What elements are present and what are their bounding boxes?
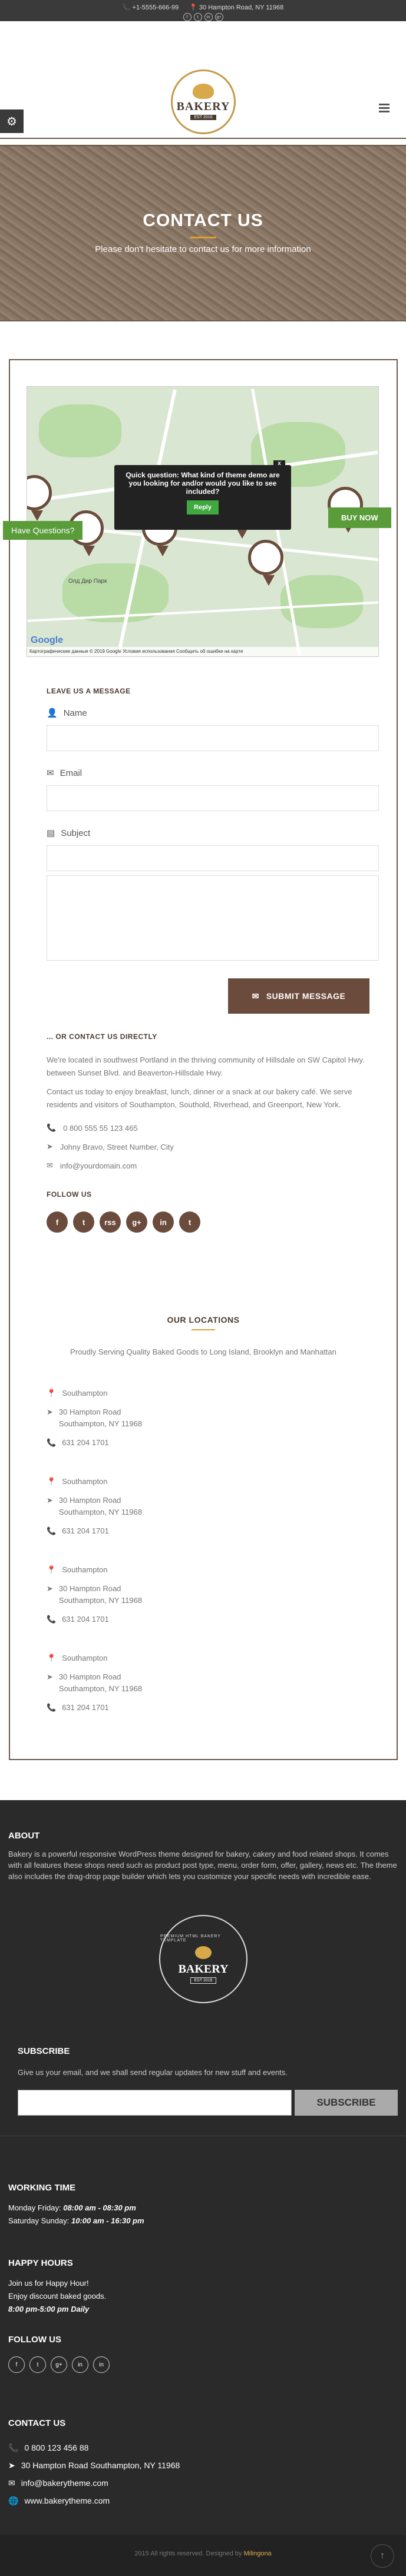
submit-message-button[interactable]: [228, 978, 369, 1014]
subscribe-text: Give us your email, and we shall send regular updates for new stuff and events.: [18, 2068, 288, 2077]
hours-time: 08:00 am - 08:30 pm: [63, 2203, 136, 2212]
location-name: Southampton: [62, 1477, 108, 1486]
location-name: Southampton: [62, 1654, 108, 1662]
top-phone-text: +1-5555-666-99: [132, 4, 179, 11]
designer-link[interactable]: Milingona: [243, 2550, 272, 2557]
location-phone: 631 204 1701: [62, 1526, 109, 1535]
phone-icon: 📞: [47, 1123, 57, 1132]
footer-contact-title: CONTACT US: [8, 2418, 66, 2428]
facebook-icon[interactable]: f: [8, 2356, 25, 2373]
popup-question: Quick question: What kind of theme demo are you looking for and/or would you like to see included?: [126, 471, 280, 496]
google-plus-icon[interactable]: g+: [126, 1211, 147, 1233]
location-phone: 631 204 1701: [62, 1615, 109, 1624]
location-street: 30 Hampton Road: [58, 1496, 121, 1505]
location-icon: 📍: [47, 1477, 57, 1486]
site-header: [0, 21, 406, 139]
site-footer: [0, 1800, 406, 2576]
direct-heading: ... OR CONTACT US DIRECTLY: [47, 1033, 157, 1041]
phone-icon: 📞: [47, 1526, 57, 1535]
copyright-text: 2015 All rights reserved. Designed by: [134, 2550, 242, 2557]
title-divider: [190, 237, 216, 238]
footer-badge: [159, 1915, 247, 2003]
location-icon: ➤: [8, 2461, 15, 2470]
facebook-icon[interactable]: f: [183, 13, 192, 21]
location-icon: ➤: [47, 1496, 53, 1505]
email-label: [47, 768, 379, 778]
follow-heading: FOLLOW US: [47, 1190, 92, 1199]
location-street: 30 Hampton Road: [58, 1584, 121, 1593]
top-address-text: 30 Hampton Road, NY 11968: [199, 4, 284, 11]
twitter-icon[interactable]: t: [29, 2356, 46, 2373]
direct-paragraph-1: We're located in southwest Portland in the thriving community of Hillsdale on SW Capitol Hwy. between Sunset Blvd. and Beaverton-Hillsdale Hwy.: [47, 1055, 365, 1077]
name-label-text: Name: [63, 708, 87, 718]
subscribe-email-input[interactable]: [18, 2090, 292, 2116]
gear-icon[interactable]: ⚙: [0, 109, 24, 133]
top-social: [0, 13, 406, 21]
buy-now-button[interactable]: BUY NOW: [328, 507, 391, 528]
linkedin-icon[interactable]: in: [93, 2356, 110, 2373]
facebook-icon[interactable]: f: [47, 1211, 68, 1233]
twitter-icon[interactable]: t: [194, 13, 202, 21]
phone-icon: 📞: [47, 1703, 57, 1712]
direct-email-text: info@yourdomain.com: [60, 1161, 137, 1170]
location-name: Southampton: [62, 1565, 108, 1574]
twitter-icon[interactable]: t: [73, 1211, 94, 1233]
rss-icon[interactable]: rss: [100, 1211, 121, 1233]
happy-list: [8, 2277, 106, 2316]
location-item: [47, 1564, 377, 1625]
user-icon: 👤: [47, 708, 58, 718]
top-phone[interactable]: 📞 +1-5555-666-99: [122, 4, 179, 11]
badge-name: BAKERY: [178, 1963, 229, 1976]
top-bar: [0, 0, 406, 21]
form-heading-text: LEAVE US A MESSAGE: [47, 687, 131, 695]
location-icon: 📍: [47, 1389, 57, 1397]
location-icon: ➤: [47, 1142, 53, 1151]
about-text: Bakery is a powerful responsive WordPress theme designed for bakery, cakery and food related shops. It comes with all features these shops need such as product post type, menu, order form, offer, gallery, news etc. The theme also includes the drag-drop page builder which lets you customize your specific needs with incredible ease.: [8, 1850, 397, 1881]
file-icon: ▤: [47, 828, 55, 838]
site-logo[interactable]: [171, 69, 236, 134]
location-icon: ➤: [47, 1584, 53, 1593]
logo-est: EST 2016: [190, 115, 216, 120]
direct-phone-text: 0 800 555 55 123 465: [63, 1123, 138, 1133]
location-item: [47, 1476, 377, 1537]
hours-label: Saturday Sunday:: [8, 2216, 70, 2225]
map-pin[interactable]: [27, 475, 52, 510]
message-textarea[interactable]: [47, 875, 379, 961]
email-input[interactable]: [47, 785, 379, 811]
envelope-icon: ✉: [252, 991, 259, 1001]
location-icon: 📍: [47, 1654, 57, 1662]
direct-email[interactable]: [47, 1161, 377, 1170]
have-questions-tab[interactable]: Have Questions?: [3, 521, 82, 540]
location-icon: ➤: [47, 1672, 53, 1681]
hours-title: WORKING TIME: [8, 2183, 76, 2193]
globe-icon: 🌐: [8, 2496, 19, 2505]
follow-icons: [47, 1211, 377, 1233]
locations-intro: Proudly Serving Quality Baked Goods to Long Island, Brooklyn and Manhattan: [70, 1347, 336, 1356]
google-plus-icon[interactable]: g+: [51, 2356, 67, 2373]
direct-address: [47, 1142, 377, 1151]
map-place-label: Олд Дир Парк: [68, 578, 107, 585]
name-label: [47, 708, 379, 718]
footer-email[interactable]: info@bakerytheme.com: [21, 2478, 108, 2488]
happy-title: HAPPY HOURS: [8, 2258, 73, 2268]
location-icon: 📍: [47, 1565, 57, 1574]
about-title: ABOUT: [8, 1831, 40, 1841]
subject-label: [47, 828, 379, 838]
location-city: Southampton, NY 11968: [58, 1508, 143, 1516]
locations-heading: OUR LOCATIONS: [167, 1315, 240, 1324]
hours-label: Monday Friday:: [8, 2203, 61, 2212]
subject-input[interactable]: [47, 845, 379, 871]
hours-time: 10:00 am - 16:30 pm: [71, 2216, 144, 2225]
direct-section: [47, 1033, 377, 1233]
google-logo: Google: [31, 635, 64, 645]
location-street: 30 Hampton Road: [58, 1407, 121, 1416]
happy-line: Join us for Happy Hour!: [8, 2279, 89, 2288]
envelope-icon: ✉: [47, 768, 54, 778]
tumblr-icon[interactable]: t: [179, 1211, 200, 1233]
location-item: [47, 1652, 377, 1714]
subscribe-title: SUBSCRIBE: [18, 2046, 70, 2056]
location-phone: 631 204 1701: [62, 1703, 109, 1712]
back-to-top-icon[interactable]: ↑: [371, 2544, 394, 2568]
location-phone: 631 204 1701: [62, 1438, 109, 1447]
cupcake-icon: [195, 1946, 212, 1959]
linkedin-icon[interactable]: in: [204, 13, 213, 21]
email-label-text: Email: [60, 768, 82, 778]
question-popup: [114, 460, 291, 530]
map-credit: Картографические данные © 2019 Google Условия использования Сообщить об ошибке на карте: [27, 647, 378, 656]
hours-list: [8, 2202, 144, 2228]
linkedin-icon[interactable]: in: [72, 2356, 88, 2373]
map-pin[interactable]: [248, 540, 283, 575]
page-hero: [0, 145, 406, 321]
phone-icon: 📞: [47, 1438, 57, 1447]
footer-follow-title: FOLLOW US: [8, 2335, 61, 2345]
page-title: CONTACT US: [143, 211, 263, 230]
location-name: Southampton: [62, 1389, 108, 1397]
page-subtitle: Please don't hesitate to contact us for more information: [95, 244, 311, 254]
footer-social: [8, 2356, 110, 2373]
google-plus-icon[interactable]: g+: [215, 13, 223, 21]
envelope-icon: ✉: [47, 1161, 53, 1170]
location-city: Southampton, NY 11968: [58, 1419, 143, 1428]
location-icon: ➤: [47, 1407, 53, 1416]
linkedin-icon[interactable]: in: [153, 1211, 174, 1233]
happy-line: Enjoy discount baked goods.: [8, 2292, 107, 2301]
location-city: Southampton, NY 11968: [58, 1684, 143, 1693]
badge-est: EST 2016: [190, 1977, 216, 1984]
reply-button[interactable]: Reply: [187, 500, 219, 514]
direct-address-text: Johny Bravo, Street Number, City: [60, 1142, 174, 1151]
submit-label: SUBMIT MESSAGE: [266, 991, 346, 1001]
phone-icon: 📞: [47, 1615, 57, 1624]
footer-address: 30 Hampton Road Southampton, NY 11968: [21, 2461, 180, 2470]
location-item: [47, 1387, 377, 1449]
subscribe-button[interactable]: SUBSCRIBE: [295, 2090, 398, 2116]
subject-label-text: Subject: [61, 828, 91, 838]
form-heading: [47, 687, 377, 695]
badge-ring-text: PREMIUM HTML BAKERY TEMPLATE: [160, 1934, 221, 1943]
name-input[interactable]: [47, 725, 379, 751]
top-address: 📍 30 Hampton Road, NY 11968: [189, 4, 284, 11]
direct-paragraph-2: Contact us today to enjoy breakfast, lunch, dinner or a snack at our bakery café. We serve residents and visitors of Southampton, Southold, Riverhead, and Greenport, New York.: [47, 1087, 352, 1109]
phone-icon: 📞: [8, 2443, 19, 2452]
footer-contact-list: [8, 2439, 180, 2509]
location-city: Southampton, NY 11968: [58, 1596, 143, 1605]
location-street: 30 Hampton Road: [58, 1672, 121, 1681]
menu-icon[interactable]: [379, 104, 390, 114]
direct-phone: [47, 1123, 377, 1133]
footer-phone: 0 800 123 456 88: [24, 2443, 89, 2452]
locations-header: [10, 1315, 397, 1359]
logo-name: BAKERY: [176, 100, 230, 113]
happy-line: 8:00 pm-5:00 pm Daily: [8, 2305, 90, 2313]
close-icon[interactable]: x: [273, 460, 285, 471]
copyright-bar: [0, 2535, 406, 2576]
envelope-icon: ✉: [8, 2478, 15, 2488]
cupcake-icon: [193, 84, 214, 99]
footer-web[interactable]: www.bakerytheme.com: [24, 2496, 110, 2505]
content-frame: [9, 359, 398, 1760]
